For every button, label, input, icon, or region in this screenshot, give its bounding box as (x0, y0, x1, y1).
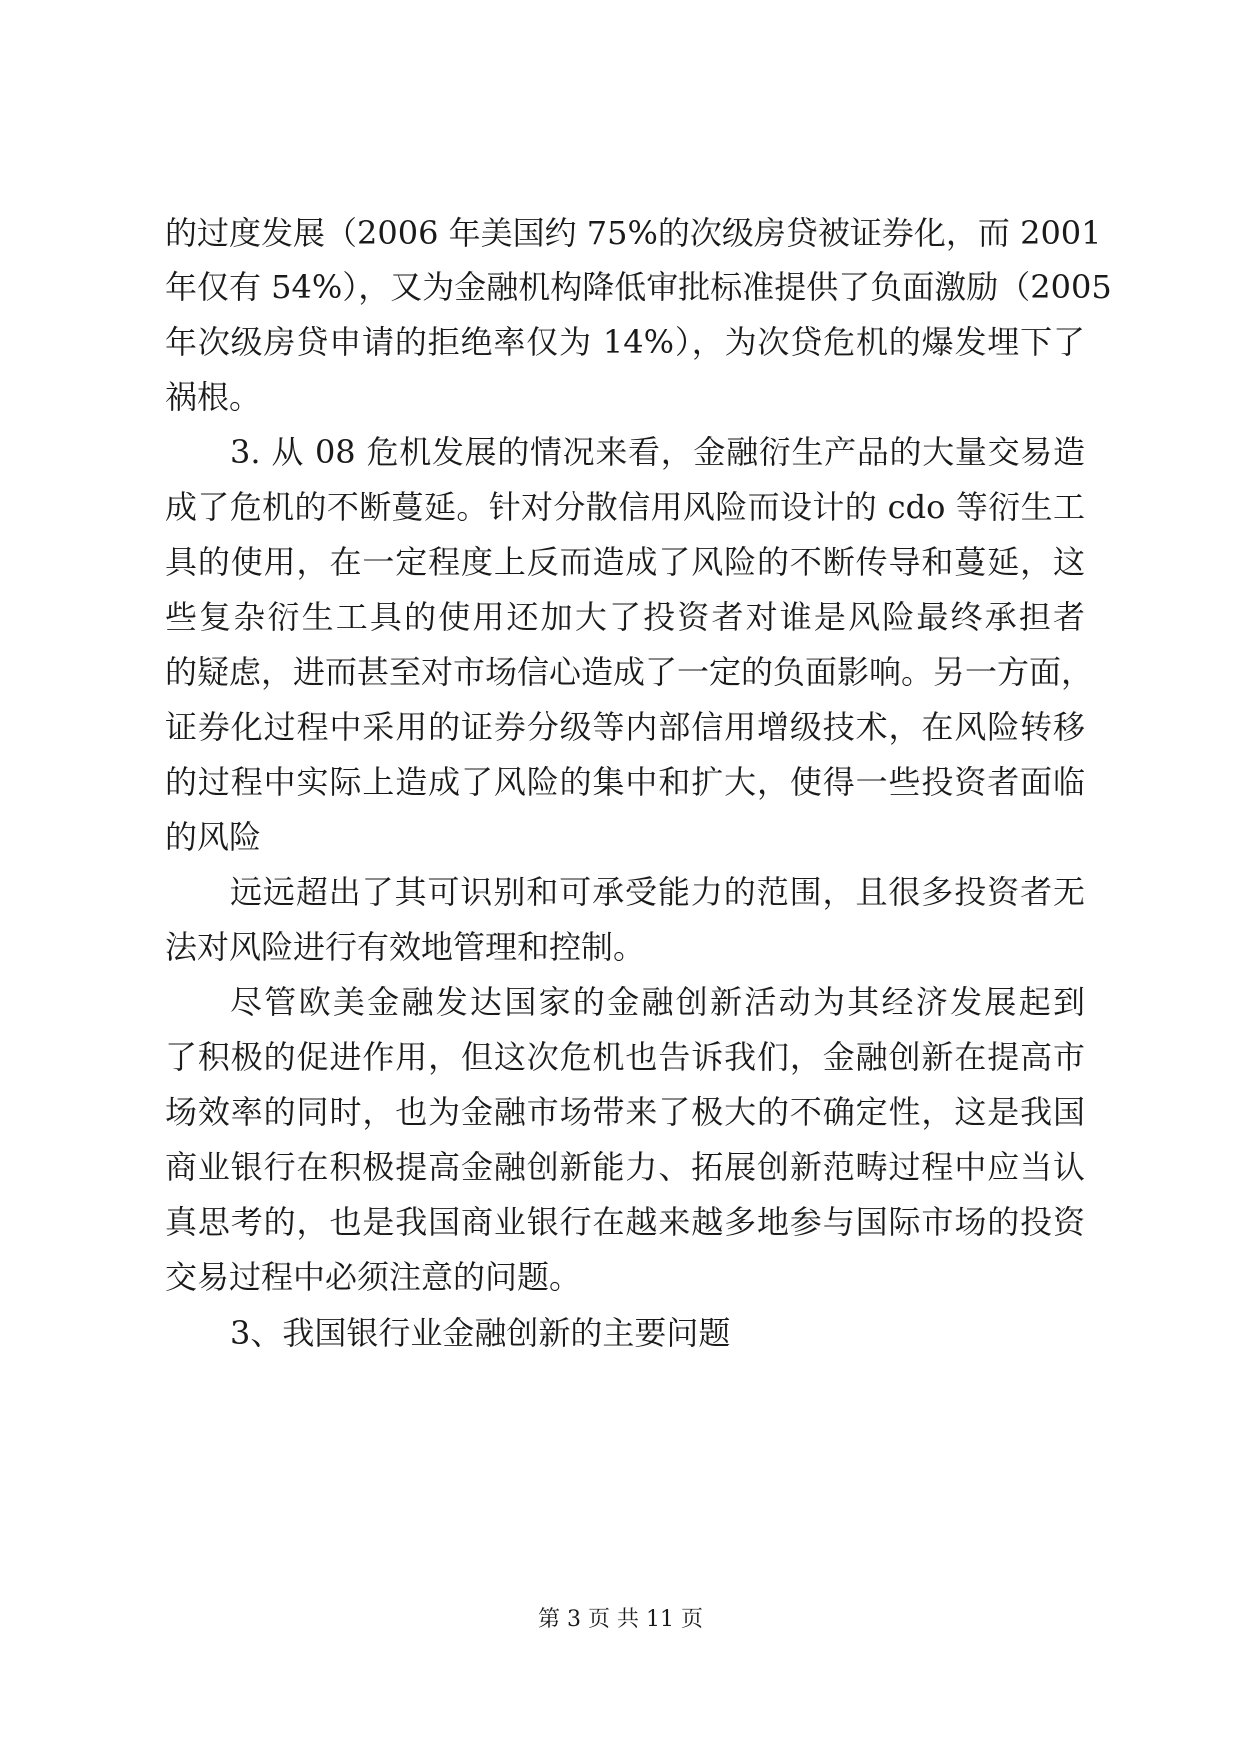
text-line: 的过度发展（2006 年美国约 75%的次级房贷被证券化，而 2001 (165, 214, 1102, 252)
text-line: 商业银行在积极提高金融创新能力、拓展创新范畴过程中应当认 (165, 1148, 1085, 1186)
text-line: 了积极的促进作用，但这次危机也告诉我们，金融创新在提高市 (165, 1038, 1085, 1076)
text-line: 证券化过程中采用的证券分级等内部信用增级技术，在风险转移 (165, 708, 1085, 746)
text-line: 的过程中实际上造成了风险的集中和扩大，使得一些投资者面临 (165, 763, 1085, 801)
text-line: 的疑虑，进而甚至对市场信心造成了一定的负面影响。另一方面， (165, 653, 1094, 691)
text-line: 法对风险进行有效地管理和控制。 (165, 928, 646, 966)
text-line: 具的使用，在一定程度上反而造成了风险的不断传导和蔓延，这 (165, 543, 1085, 581)
text-line: 祸根。 (165, 378, 262, 416)
text-line: 交易过程中必须注意的问题。 (165, 1258, 582, 1296)
text-line: 尽管欧美金融发达国家的金融创新活动为其经济发展起到 (230, 983, 1085, 1021)
page-number-footer: 第 3 页 共 11 页 (538, 1607, 703, 1632)
text-line: 年仅有 54%），又为金融机构降低审批标准提供了负面激励（2005 (165, 268, 1112, 306)
text-line: 3. 从 08 危机发展的情况来看，金融衍生产品的大量交易造 (230, 433, 1085, 471)
text-line: 年次级房贷申请的拒绝率仅为 14%），为次贷危机的爆发埋下了 (165, 323, 1085, 361)
text-line: 些复杂衍生工具的使用还加大了投资者对谁是风险最终承担者 (165, 598, 1085, 636)
text-line: 远远超出了其可识别和可承受能力的范围，且很多投资者无 (230, 873, 1085, 911)
text-line: 真思考的，也是我国商业银行在越来越多地参与国际市场的投资 (165, 1203, 1085, 1241)
section-heading: 3、我国银行业金融创新的主要问题 (230, 1314, 731, 1352)
text-line: 场效率的同时，也为金融市场带来了极大的不确定性，这是我国 (165, 1093, 1085, 1131)
text-line: 的风险 (165, 818, 262, 856)
text-line: 成了危机的不断蔓延。针对分散信用风险而设计的 cdo 等衍生工 (165, 488, 1085, 526)
